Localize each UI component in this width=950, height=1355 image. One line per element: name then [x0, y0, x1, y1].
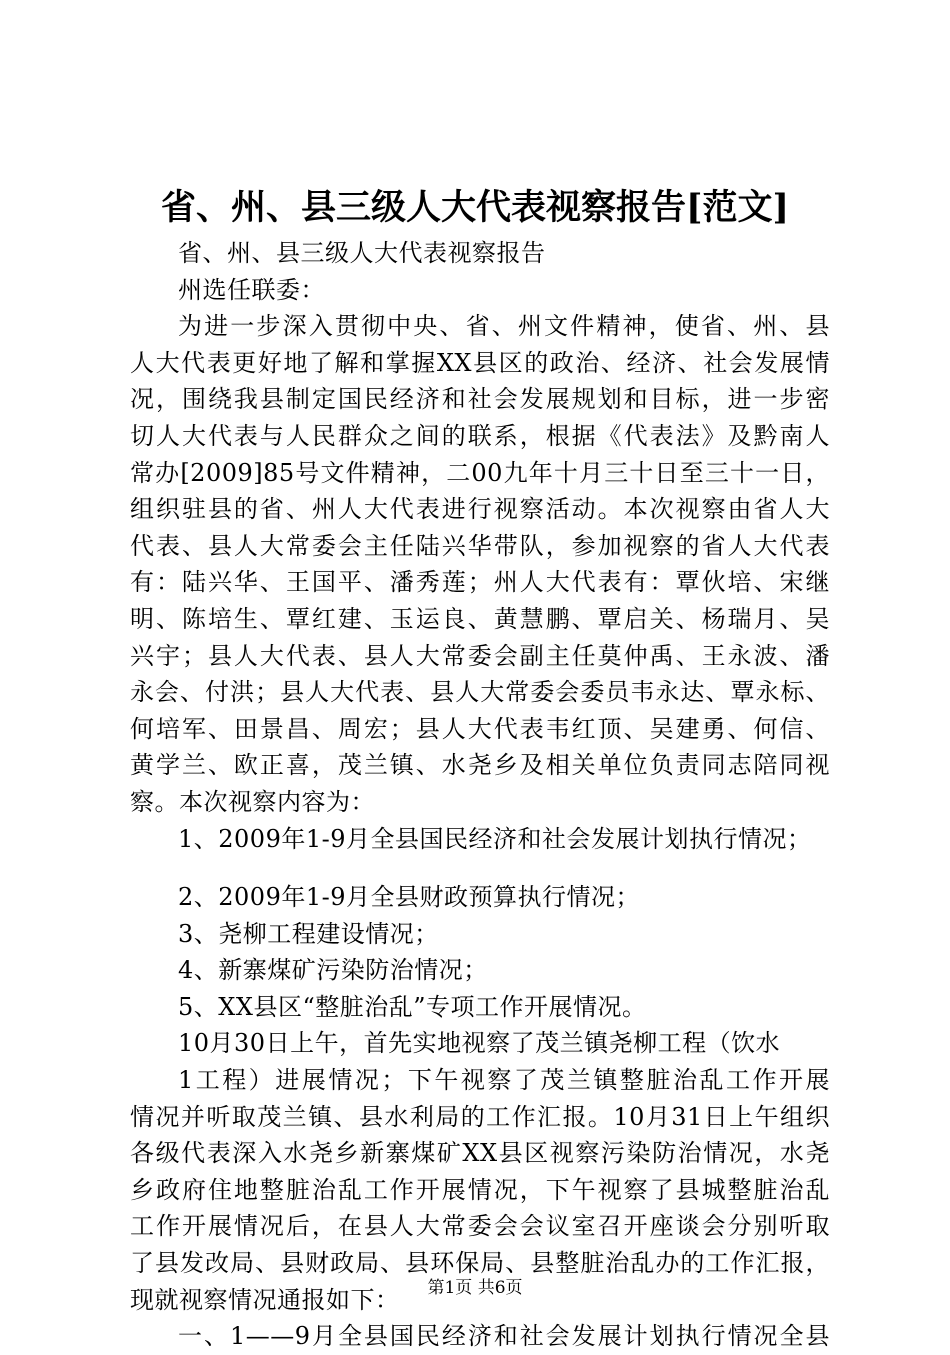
section-heading-line: 一、1——9月全县国民经济和社会发展计划执行情况全县	[178, 1322, 830, 1351]
body-line: 组织驻县的省、州人大代表进行视察活动。本次视察由省人大	[130, 495, 830, 524]
list-item: 4、新寨煤矿污染防治情况；	[178, 956, 488, 985]
body-line: 代表、县人大常委会主任陆兴华带队，参加视察的省人大代表	[130, 531, 830, 560]
body-line: 现就视察情况通报如下：	[130, 1285, 400, 1314]
body-line: 10月30日上午，首先实地视察了茂兰镇尧柳工程（饮水	[178, 1029, 781, 1058]
body-line: 永会、付洪；县人大代表、县人大常委会委员韦永达、覃永标、	[130, 678, 830, 707]
body-line: 况，围绕我县制定国民经济和社会发展规划和目标，进一步密	[130, 385, 830, 414]
page-footer: 第1页 共6页	[427, 1278, 523, 1298]
body-line: 各级代表深入水尧乡新寨煤矿XX县区视察污染防治情况，水尧	[130, 1139, 830, 1168]
body-line: 了县发改局、县财政局、县环保局、县整脏治乱办的工作汇报，	[130, 1249, 830, 1278]
body-line: 情况并听取茂兰镇、县水利局的工作汇报。10月31日上午组织	[130, 1102, 830, 1131]
body-line: 何培军、田景昌、周宏；县人大代表韦红顶、吴建勇、何信、	[130, 714, 830, 743]
body-line: 察。本次视察内容为：	[130, 787, 375, 816]
document-body	[130, 235, 830, 1355]
body-line: 有：陆兴华、王国平、潘秀莲；州人大代表有：覃伙培、宋继	[130, 568, 830, 597]
body-line: 兴宇；县人大代表、县人大常委会副主任莫仲禹、王永波、潘	[130, 641, 830, 670]
body-line: 为进一步深入贯彻中央、省、州文件精神，使省、州、县	[178, 312, 830, 341]
body-line: 切人大代表与人民群众之间的联系，根据《代表法》及黔南人	[130, 421, 830, 450]
list-item: 1、2009年1-9月全县国民经济和社会发展计划执行情况；	[178, 824, 812, 853]
list-item: 5、XX县区“整脏治乱”专项工作开展情况。	[178, 992, 647, 1021]
body-line: 常办[2009]85号文件精神，二00九年十月三十日至三十一日，	[130, 458, 830, 487]
body-line: 人大代表更好地了解和掌握XX县区的政治、经济、社会发展情	[130, 348, 830, 377]
body-line: 州选任联委：	[178, 275, 325, 304]
list-item: 2、2009年1-9月全县财政预算执行情况；	[178, 883, 640, 912]
body-line: 省、州、县三级人大代表视察报告	[178, 239, 546, 267]
body-line: 工作开展情况后，在县人大常委会会议室召开座谈会分别听取	[130, 1212, 830, 1241]
body-line: 明、陈培生、覃红建、玉运良、黄慧鹏、覃启关、杨瑞月、吴	[130, 604, 830, 633]
document-title: 省、州、县三级人大代表视察报告[范文]	[160, 187, 790, 228]
list-item: 3、尧柳工程建设情况；	[178, 919, 439, 948]
body-line: 1工程）进展情况；下午视察了茂兰镇整脏治乱工作开展	[178, 1066, 830, 1095]
body-line: 乡政府住地整脏治乱工作开展情况，下午视察了县城整脏治乱	[130, 1175, 830, 1204]
body-line: 黄学兰、欧正喜，茂兰镇、水尧乡及相关单位负责同志陪同视	[130, 751, 830, 780]
